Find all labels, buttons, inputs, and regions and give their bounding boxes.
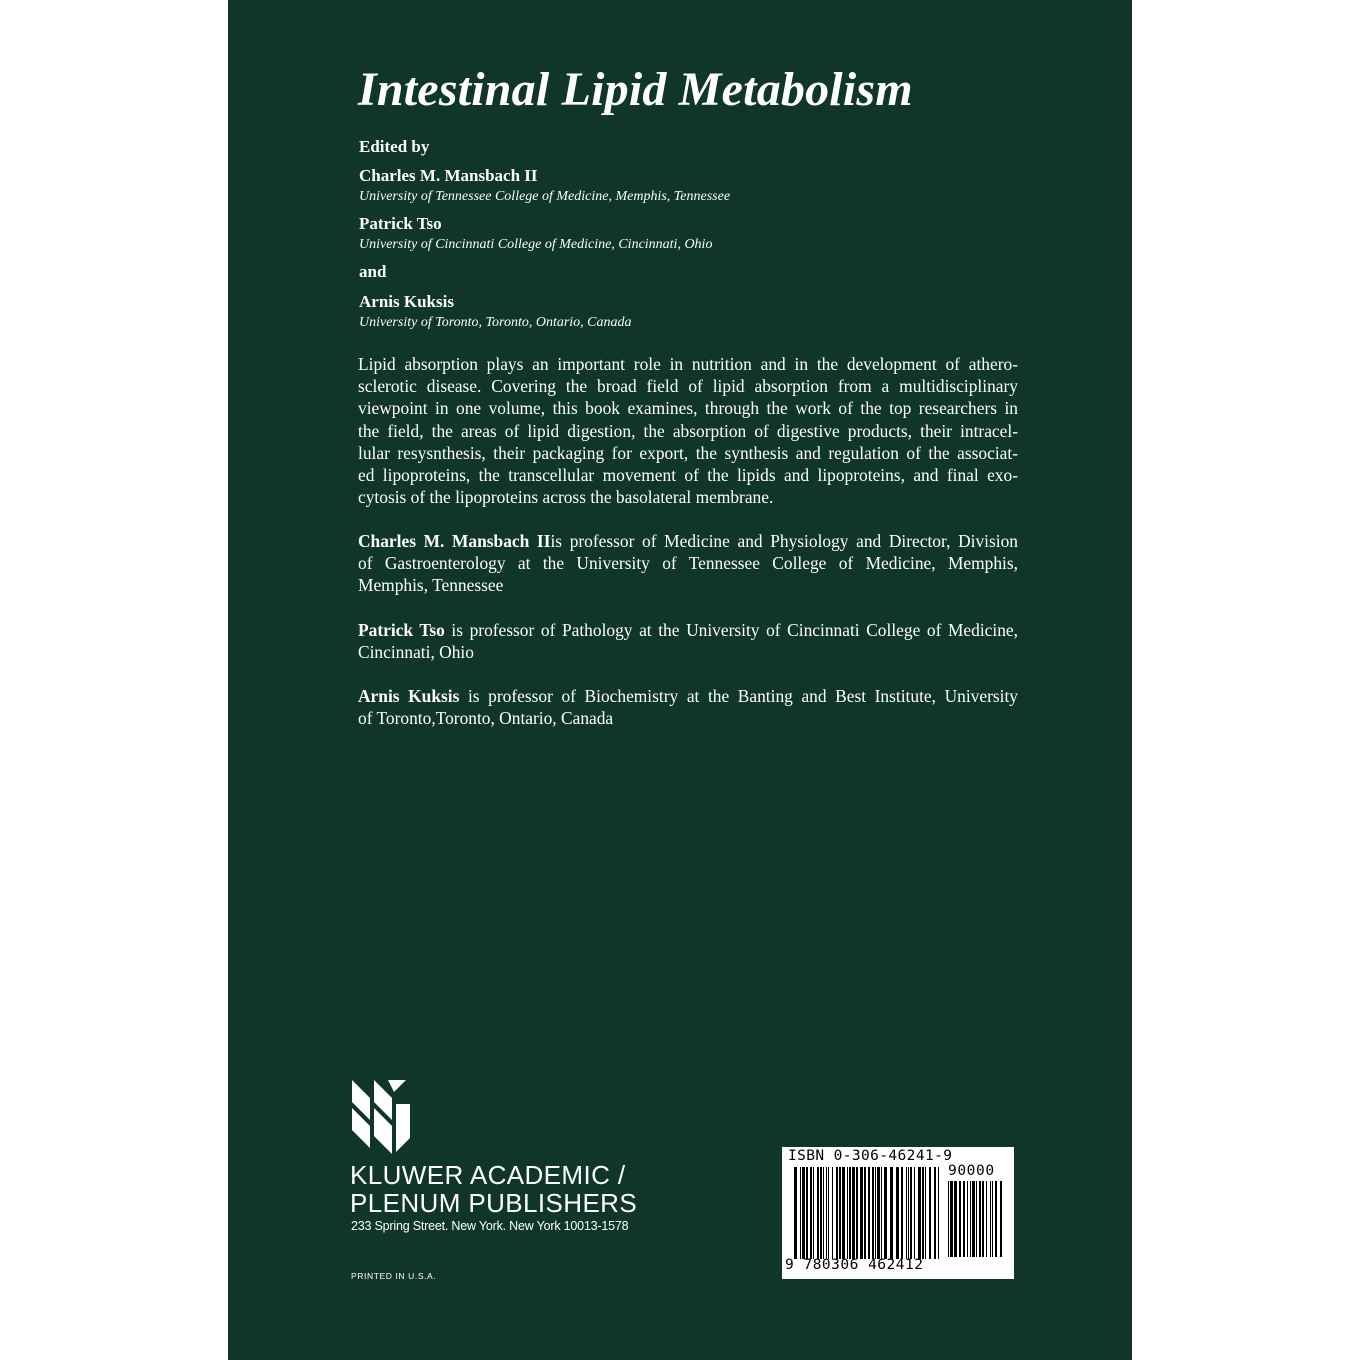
barcode-bar bbox=[914, 1167, 915, 1259]
description-line: viewpoint in one volume, this book examines, through the work of the top researchers in bbox=[358, 398, 1018, 419]
barcode-bar bbox=[806, 1167, 808, 1259]
barcode-bar bbox=[842, 1167, 845, 1259]
barcode-bar bbox=[906, 1167, 907, 1259]
ean-number: 9 780306 462412 bbox=[785, 1257, 924, 1273]
description-line: lular resysnthesis, their packaging for export, the synthesis and regulation of the associat- bbox=[358, 442, 1018, 463]
publisher-address: 233 Spring Street. New York. New York 10013-1578 bbox=[351, 1219, 629, 1233]
printed-in-label: PRINTED IN U.S.A. bbox=[351, 1271, 437, 1281]
barcode-bar bbox=[872, 1167, 874, 1259]
barcode-bar bbox=[826, 1167, 827, 1259]
barcode-bar bbox=[959, 1181, 961, 1257]
barcode-bar bbox=[986, 1181, 987, 1257]
barcode-bar bbox=[990, 1181, 991, 1257]
barcode-bar bbox=[875, 1167, 876, 1259]
publisher-logo bbox=[350, 1078, 412, 1161]
barcode-bar bbox=[864, 1167, 866, 1259]
barcode-bar bbox=[868, 1167, 870, 1259]
barcode-bar bbox=[802, 1167, 805, 1259]
barcode-bar bbox=[918, 1167, 921, 1259]
isbn-number: ISBN 0-306-46241-9 bbox=[788, 1148, 953, 1164]
publisher-name-line1: KLUWER ACADEMIC / bbox=[350, 1160, 626, 1190]
bio-text: Memphis, Tennessee bbox=[358, 575, 504, 596]
bio-kuksis bbox=[358, 685, 1018, 729]
barcode-bar bbox=[847, 1167, 848, 1259]
barcode-bar bbox=[1000, 1181, 1002, 1257]
barcode-bar bbox=[813, 1167, 814, 1259]
editor-name-3: Arnis Kuksis bbox=[359, 292, 454, 311]
barcode-bar bbox=[794, 1167, 797, 1259]
barcode-bar bbox=[823, 1167, 824, 1259]
barcode-bar bbox=[979, 1181, 981, 1257]
barcode-bar bbox=[896, 1167, 899, 1259]
barcode-bar bbox=[992, 1181, 993, 1257]
book-back-cover bbox=[228, 0, 1132, 1360]
barcode-bar bbox=[929, 1167, 931, 1259]
barcode-bar bbox=[852, 1167, 855, 1259]
barcode-bar bbox=[934, 1167, 936, 1259]
description-line: sclerotic disease. Covering the broad field of lipid absorption from a multidisciplinary bbox=[358, 376, 1018, 397]
publisher-name-line2: PLENUM PUBLISHERS bbox=[350, 1188, 638, 1218]
barcode-bar bbox=[810, 1167, 812, 1259]
addon-barcode-bars bbox=[948, 1181, 1008, 1257]
barcode-bar bbox=[925, 1167, 926, 1259]
barcode-bar bbox=[877, 1167, 880, 1259]
barcode-bar bbox=[970, 1181, 971, 1257]
barcode-bar bbox=[948, 1181, 949, 1257]
editor-affiliation-2: University of Cincinnati College of Medicine, Cincinnati, Ohio bbox=[359, 237, 713, 252]
barcode-bar bbox=[938, 1167, 939, 1259]
edited-by-label: Edited by bbox=[359, 137, 430, 156]
editor-name-1: Charles M. Mansbach II bbox=[359, 166, 538, 185]
barcode-bar bbox=[963, 1181, 965, 1257]
barcode-bar bbox=[820, 1167, 822, 1259]
bio-text: is professor of Pathology at the University of Cincinnati College of Medicine, bbox=[444, 620, 1018, 640]
description-line: Lipid absorption plays an important role in nutrition and in the development of athero- bbox=[358, 354, 1018, 374]
barcode-bar bbox=[901, 1167, 903, 1259]
bio-text: of Toronto,Toronto, Ontario, Canada bbox=[358, 708, 614, 729]
book-description bbox=[358, 353, 1018, 508]
barcode-bar bbox=[828, 1167, 829, 1259]
barcode-bar bbox=[972, 1181, 975, 1257]
barcode-bar bbox=[836, 1167, 838, 1259]
bio-name: Charles M. Mansbach II bbox=[358, 531, 551, 551]
bio-name: Arnis Kuksis bbox=[358, 686, 460, 706]
description-line: cytosis of the lipoproteins across the basolateral membrane. bbox=[358, 487, 774, 508]
barcode-bar bbox=[839, 1167, 841, 1259]
editor-affiliation-1: University of Tennessee College of Medicine, Memphis, Tennessee bbox=[359, 189, 731, 204]
bio-tso bbox=[358, 619, 1018, 663]
barcode-bar bbox=[995, 1181, 997, 1257]
bio-text: of Gastroenterology at the University of Tennessee College of Medicine, Memphis, bbox=[358, 553, 1018, 574]
description-line: the field, the areas of lipid digestion, the absorption of digestive products, their intracel- bbox=[358, 420, 1018, 441]
editor-name-2: Patrick Tso bbox=[359, 214, 442, 233]
barcode-bar bbox=[890, 1167, 893, 1259]
ean-barcode-bars bbox=[794, 1167, 940, 1259]
editor-affiliation-3: University of Toronto, Toronto, Ontario, Canada bbox=[359, 315, 632, 330]
book-title: Intestinal Lipid Metabolism bbox=[358, 63, 913, 116]
barcode-bar bbox=[817, 1167, 819, 1259]
bio-name: Patrick Tso bbox=[358, 620, 445, 640]
bio-mansbach bbox=[358, 530, 1018, 597]
barcode-bar bbox=[832, 1167, 833, 1259]
barcode-bar bbox=[950, 1181, 953, 1257]
barcode-bar bbox=[881, 1167, 882, 1259]
and-label: and bbox=[359, 262, 387, 281]
barcode-bar bbox=[908, 1167, 909, 1259]
barcode-bar bbox=[884, 1167, 887, 1259]
barcode-bar bbox=[860, 1167, 863, 1259]
barcode-bar bbox=[954, 1181, 957, 1257]
barcode-bar bbox=[922, 1167, 924, 1259]
isbn-barcode bbox=[782, 1147, 1014, 1279]
price-addon-number: 90000 bbox=[948, 1163, 995, 1179]
bio-text: is professor of Biochemistry at the Banting and Best Institute, University bbox=[459, 686, 1018, 706]
description-line: ed lipoproteins, the transcellular movement of the lipids and lipoproteins, and final exo- bbox=[358, 465, 1018, 486]
barcode-bar bbox=[967, 1181, 968, 1257]
bio-text: Cincinnati, Ohio bbox=[358, 642, 474, 663]
barcode-bar bbox=[976, 1181, 977, 1257]
barcode-bar bbox=[982, 1181, 984, 1257]
barcode-bar bbox=[849, 1167, 851, 1259]
barcode-bar bbox=[800, 1167, 801, 1259]
barcode-bar bbox=[856, 1167, 858, 1259]
bio-text: is professor of Medicine and Physiology and Director, Division bbox=[550, 531, 1018, 551]
barcode-bar bbox=[910, 1167, 912, 1259]
